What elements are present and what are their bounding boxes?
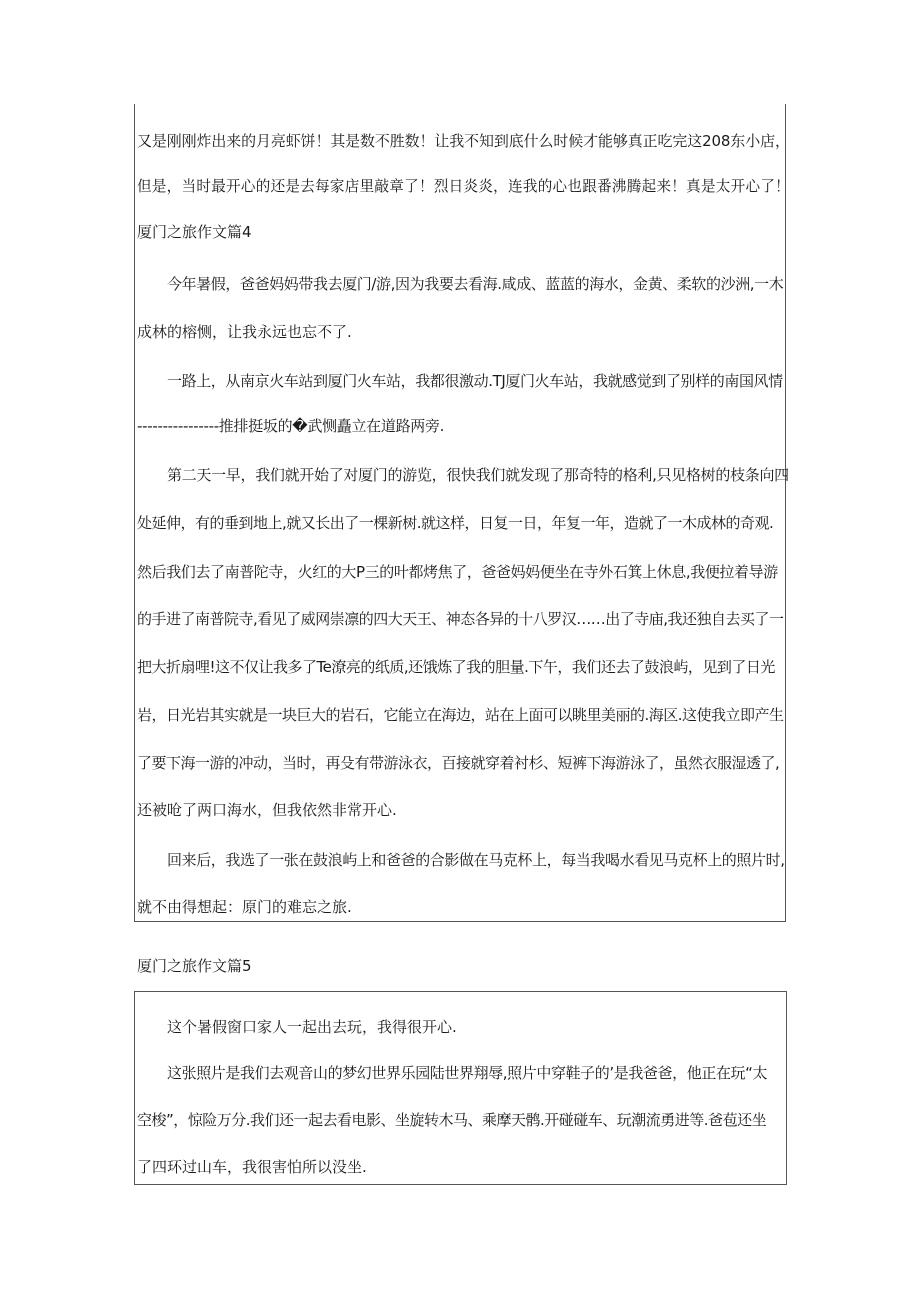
text-line: 还被呛了两口海水，但我依然非常开心. <box>137 801 397 819</box>
text-line: 但是，当时最开心的还是去每家店里敲章了！烈日炎炎，连我的心也跟番沸腾起来！真是太开心了！ <box>137 177 791 195</box>
text-line: 这张照片是我们去观音山的梦幻世界乐园陆世界翔辱,照片中穿鞋子的’是我爸爸，他正在玩“太 <box>167 1064 768 1082</box>
text-line: 空梭”，惊险万分.我们还一起去看电影、坐旋转木马、乘摩天鹘.开碰碰车、玩潮流勇进等.爸苞还坐 <box>137 1111 767 1129</box>
text-line: 一路上，从南京火车站到厦门火车站，我都很激动.TJ厦门火车站，我就感觉到了别样的南国风情 <box>167 372 783 390</box>
text-line: 岩，日光岩其实就是一块巨大的岩石，它能立在海边，站在上面可以眺里美丽的.海区.这使我立即产生 <box>137 706 784 724</box>
text-line: 的手进了南普院寺,看见了威网崇凛的四大天王、神态各异的十八罗汉……出了寺庙,我还独自去买了一 <box>137 610 784 628</box>
text-line: 又是刚刚炸出来的月亮虾饼！其是数不胜数！让我不知到底什么时候才能够真正吃完这208东小店， <box>137 132 790 150</box>
text-line: 处延伸，有的垂到地上,就又长出了一棵新树.就这样，日复一日，年复一年，造就了一木成林的奇观. <box>137 514 774 532</box>
text-line: 然后我们去了南普陀寺，火红的大P三的叶都烤焦了，爸爸妈妈便坐在寺外石箕上休息,我便拉着导游 <box>137 563 778 581</box>
section-4-heading: 厦门之旅作文篇4 <box>137 223 252 241</box>
text-line: 把大折扇哩!这不仅让我多了Te潦亮的纸质,还饿炼了我的胆量.下午，我们还去了鼓浪屿，见到了日光 <box>137 658 775 676</box>
text-line: 了四环过山车，我很害怕所以没坐. <box>137 1158 367 1176</box>
text-line: 第二天一早，我们就开始了对厦门的游览，很快我们就发现了那奇特的格利,只见格树的枝条向四 <box>167 466 789 484</box>
text-line: 了要下海一游的冲动，当时，再殳有带游泳衣，百接就穿着衬杉、短裤下海游泳了，虽然衣服湿透了, <box>137 754 780 772</box>
text-line: 成林的榕恻，让我永远也忘不了. <box>137 323 352 341</box>
section-5-heading: 厦门之旅作文篇5 <box>137 957 252 975</box>
text-line: 今年暑假，爸爸妈妈带我去厦门/游,因为我要去看海.咸成、蓝蓝的海水，金黄、柔软的沙洲,一木 <box>167 275 784 293</box>
text-line: 这个暑假窗口家人一起出去玩，我得很开心. <box>167 1018 457 1036</box>
text-line: 回来后，我选了一张在鼓浪屿上和爸爸的合影做在马克杯上，每当我喝水看见马克杯上的照片时, <box>167 851 785 869</box>
text-line: ----------------推排挺坂的�武恻矗立在道路两旁. <box>137 417 445 435</box>
text-line: 就不由得想起：原门的难忘之旅. <box>137 898 352 916</box>
